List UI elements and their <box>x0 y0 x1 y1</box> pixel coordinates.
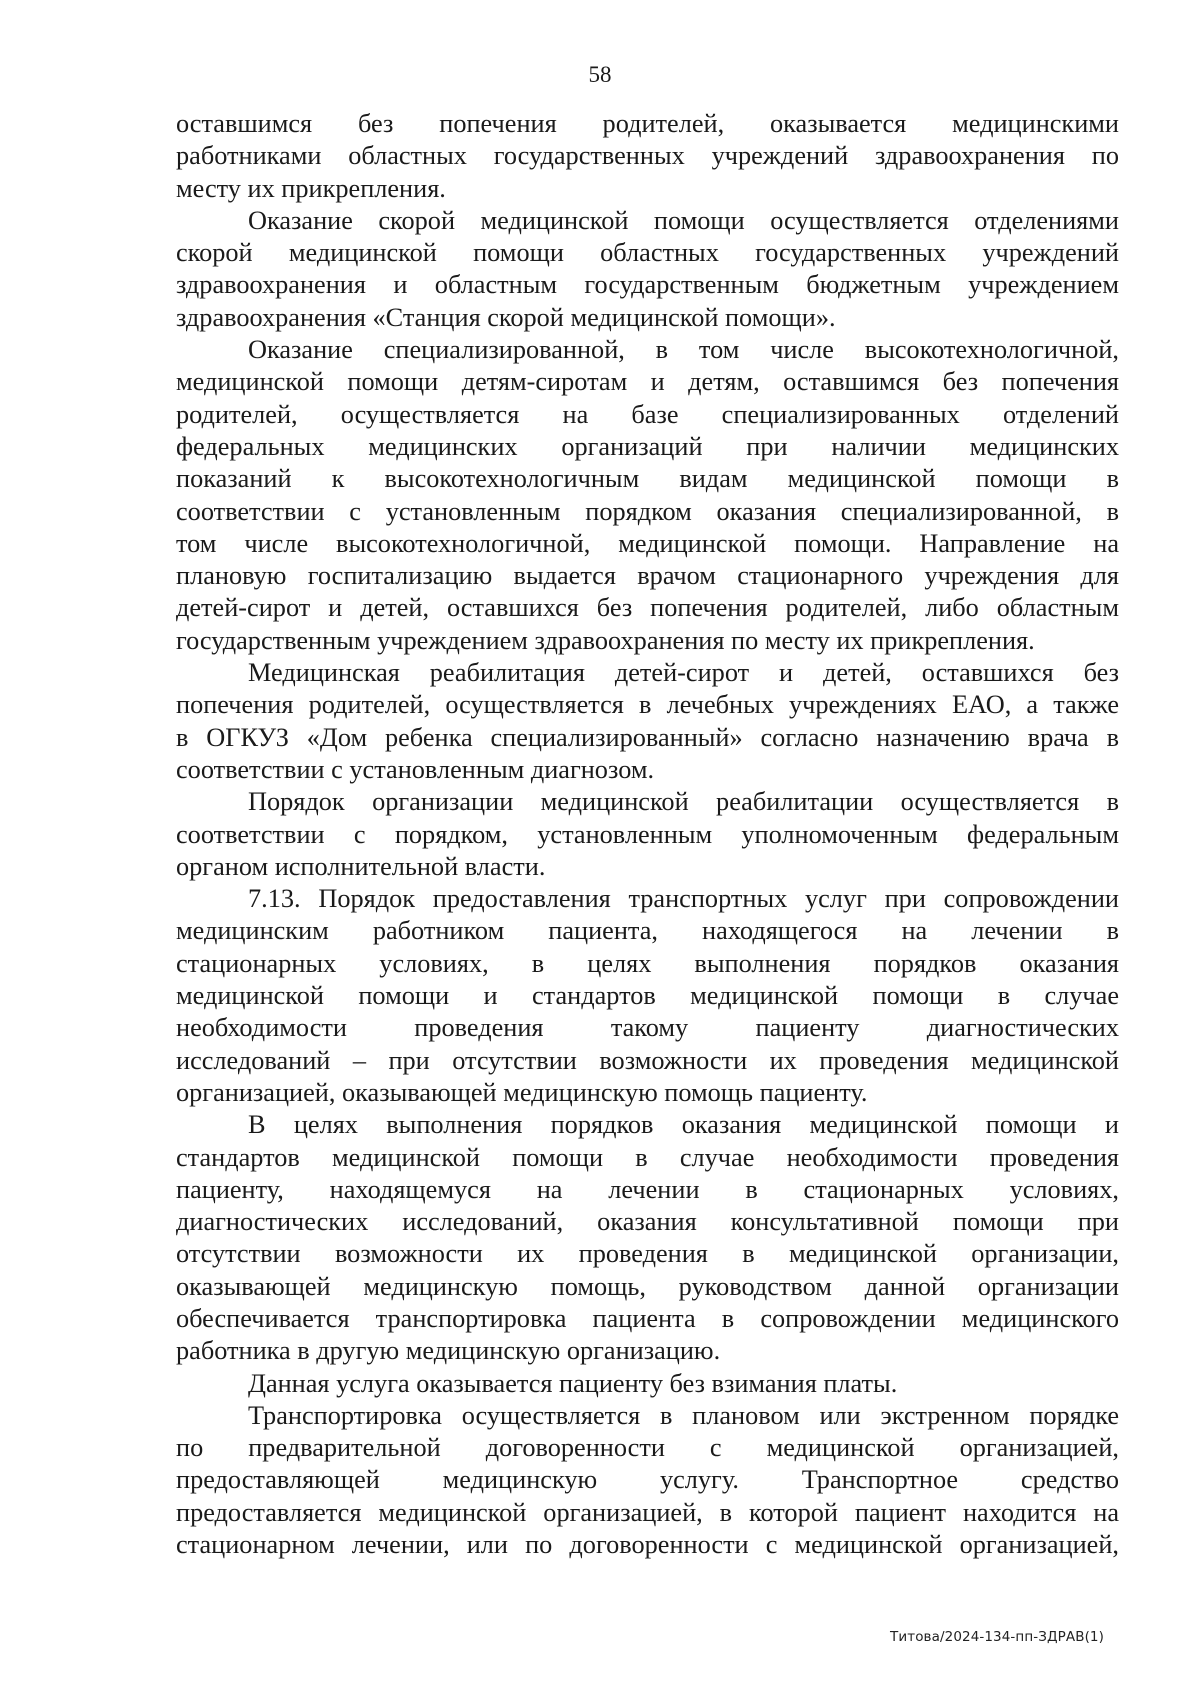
text-line: здравоохранения и областным государственным бюджетным учреждением <box>176 270 1119 300</box>
text-line: Оказание специализированной, в том числе высокотехнологичной, <box>248 335 1119 365</box>
text-line: попечения родителей, осуществляется в лечебных учреждениях ЕАО, а также <box>176 690 1119 720</box>
text-line: Транспортировка осуществляется в плановом или экстренном порядке <box>248 1400 1119 1430</box>
text-line: Оказание скорой медицинской помощи осуществляется отделениями <box>248 205 1119 235</box>
text-line: работника в другую медицинскую организацию. <box>176 1336 721 1366</box>
text-line: соответствии с порядком, установленным уполномоченным федеральным <box>176 819 1119 849</box>
text-line: том числе высокотехнологичной, медицинской помощи. Направление на <box>176 528 1119 558</box>
paragraph <box>176 1109 1119 1367</box>
document-body <box>176 108 1119 1561</box>
text-line: диагностических исследований, оказания консультативной помощи при <box>176 1207 1119 1237</box>
text-line: медицинской помощи детям-сиротам и детям, оставшимся без попечения <box>176 367 1119 397</box>
paragraph <box>176 786 1119 883</box>
paragraph <box>176 657 1119 786</box>
document-code: Титова/2024-134-пп-ЗДРАВ(1) <box>890 1629 1104 1645</box>
text-line: Порядок организации медицинской реабилитации осуществляется в <box>248 787 1119 817</box>
text-line: соответствии с установленным порядком оказания специализированной, в <box>176 496 1119 526</box>
text-line: федеральных медицинских организаций при наличии медицинских <box>176 431 1119 461</box>
text-line: необходимости проведения такому пациенту диагностических <box>176 1013 1119 1043</box>
text-line: месту их прикрепления. <box>176 173 446 203</box>
text-line: предоставляется медицинской организацией, в которой пациент находится на <box>176 1497 1119 1527</box>
text-line: оставшимся без попечения родителей, оказывается медицинскими <box>176 109 1119 138</box>
text-line: в ОГКУЗ «Дом ребенка специализированный» согласно назначению врача в <box>176 722 1119 752</box>
text-line: по предварительной договоренности с медицинской организацией, <box>176 1433 1119 1463</box>
text-line: государственным учреждением здравоохранения по месту их прикрепления. <box>176 625 1035 655</box>
text-line: здравоохранения «Станция скорой медицинской помощи». <box>176 302 836 332</box>
text-line: 7.13. Порядок предоставления транспортных услуг при сопровождении <box>248 884 1119 914</box>
text-line: соответствии с установленным диагнозом. <box>176 754 655 784</box>
text-line: оказывающей медицинскую помощь, руководством данной организации <box>176 1271 1119 1301</box>
text-line: стационарном лечении, или по договоренности с медицинской организацией, <box>176 1530 1119 1560</box>
paragraph <box>176 108 1119 205</box>
paragraph <box>176 1368 1119 1400</box>
paragraph <box>176 334 1119 657</box>
text-line: работниками областных государственных учреждений здравоохранения по <box>176 141 1119 171</box>
text-line: пациенту, находящемуся на лечении в стационарных условиях, <box>176 1174 1119 1204</box>
text-line: организацией, оказывающей медицинскую помощь пациенту. <box>176 1077 868 1107</box>
text-line: В целях выполнения порядков оказания медицинской помощи и <box>248 1110 1119 1140</box>
text-line: стандартов медицинской помощи в случае необходимости проведения <box>176 1142 1119 1172</box>
text-line: медицинской помощи и стандартов медицинской помощи в случае <box>176 981 1119 1011</box>
text-line: родителей, осуществляется на базе специализированных отделений <box>176 399 1119 429</box>
text-line: детей-сирот и детей, оставшихся без попечения родителей, либо областным <box>176 593 1119 623</box>
text-line: предоставляющей медицинскую услугу. Транспортное средство <box>176 1465 1119 1495</box>
text-line: исследований – при отсутствии возможности их проведения медицинской <box>176 1045 1119 1075</box>
paragraph <box>176 205 1119 334</box>
text-line: органом исполнительной власти. <box>176 851 546 881</box>
text-line: стационарных условиях, в целях выполнения порядков оказания <box>176 948 1119 978</box>
text-line: Данная услуга оказывается пациенту без взимания платы. <box>248 1368 898 1398</box>
text-line: скорой медицинской помощи областных государственных учреждений <box>176 238 1119 268</box>
page-number: 58 <box>588 62 612 87</box>
text-line: медицинским работником пациента, находящегося на лечении в <box>176 916 1119 946</box>
text-line: Медицинская реабилитация детей-сирот и детей, оставшихся без <box>248 658 1119 688</box>
text-line: плановую госпитализацию выдается врачом стационарного учреждения для <box>176 561 1119 591</box>
paragraph <box>176 883 1119 1109</box>
text-line: обеспечивается транспортировка пациента в сопровождении медицинского <box>176 1303 1119 1333</box>
text-line: показаний к высокотехнологичным видам медицинской помощи в <box>176 464 1119 494</box>
paragraph <box>176 1400 1119 1561</box>
text-line: отсутствии возможности их проведения в медицинской организации, <box>176 1239 1119 1269</box>
